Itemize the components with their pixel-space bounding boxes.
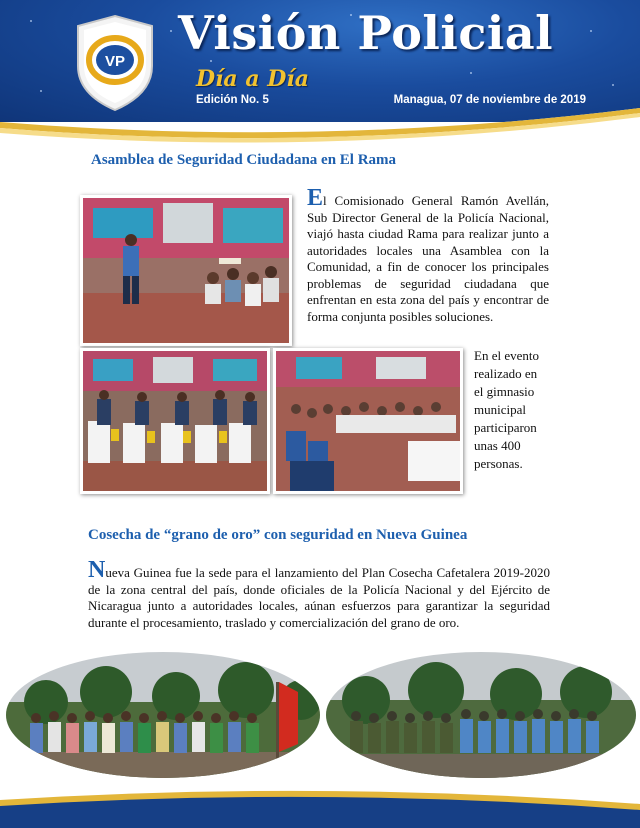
assembly-audience-photo xyxy=(273,348,463,494)
article1-heading: Asamblea de Seguridad Ciudadana en El Rama xyxy=(91,152,397,168)
footer-swoosh-divider xyxy=(0,784,640,828)
harvest-officials-photo xyxy=(6,652,320,778)
publication-subtitle: Día a Día xyxy=(196,66,309,92)
harvest-police-army-photo xyxy=(326,652,636,778)
article2-heading: Cosecha de “grano de oro” con seguridad en Nueva Guinea xyxy=(88,527,468,543)
publication-date: Managua, 07 de noviembre de 2019 xyxy=(393,94,586,106)
svg-text:VP: VP xyxy=(104,53,126,70)
publication-title: Visión Policial xyxy=(178,6,554,60)
assembly-speaker-photo xyxy=(80,195,292,346)
edition-number: Edición No. 5 xyxy=(196,94,269,106)
assembly-head-table-photo xyxy=(80,348,270,494)
article1-caption: En el evento realizado en el gimnasio municipal participaron unas 400 personas. xyxy=(474,348,539,471)
vp-logo-shield-icon xyxy=(74,14,156,112)
article1-body: El Comisionado General Ramón Avellán, Sub Director General de la Policía Nacional, viajó hasta ciudad Rama para realizar junto a autoridades locales una Asamblea con la Comunidad, a fin de conocer los principales problemas de seguridad ciudadana que enfrentan en esta zona del país y encontrar de forma conjunta posibles soluciones. xyxy=(307,185,549,324)
article1-dropcap: E xyxy=(307,185,324,211)
article2-dropcap: N xyxy=(88,557,106,583)
masthead xyxy=(0,0,640,122)
article2-body: Nueva Guinea fue la sede para el lanzamiento del Plan Cosecha Cafetalera 2019-2020 de la zona central del país, donde oficiales de la Policía Nacional y del Ejército de Nicaragua junto a autoridades locales, aúnan esfuerzos para garantizar la seguridad durante el procesamiento, traslado y comercialización del grano de oro. xyxy=(88,557,550,630)
header-swoosh-divider xyxy=(0,108,640,158)
